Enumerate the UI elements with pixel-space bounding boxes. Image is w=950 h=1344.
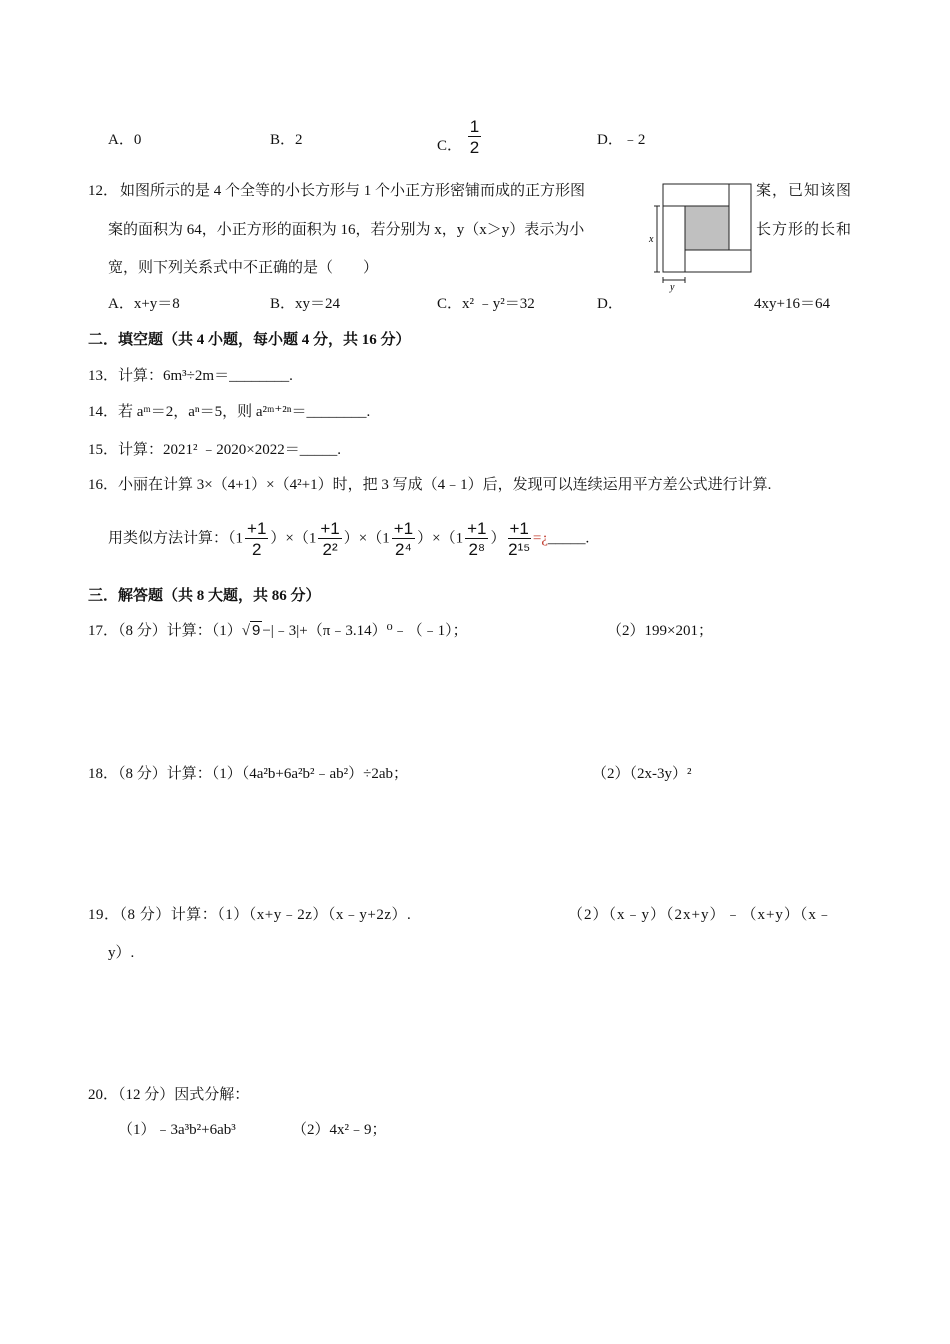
q11-option-b: B．2 [270,132,303,148]
q16-frac-3-num: +1 [393,519,414,538]
q16-frac-5-den: 2¹⁵ [508,540,531,559]
q17-part2: （2）199×201； [607,623,713,639]
q11-option-c-label: C． [437,138,463,155]
q16-close: ） [490,530,506,547]
q20-title: 20．（12 分）因式分解： [88,1087,250,1103]
q12-option-d-value: 4xy+16＝64 [754,296,830,312]
figure-label-x: x [649,234,654,245]
q15-text: 15．计算：2021² ﹣2020×2022＝_____. [88,442,341,458]
q16-times-2: ）×（1 [343,530,390,547]
q11-option-c-num: 1 [469,117,480,136]
q17-prefix: 17．（8 分）计算：（1） [88,623,242,639]
q11-option-c-fraction [468,118,481,156]
section2-title: 二．填空题（共 4 小题，每小题 4 分，共 16 分） [88,332,411,348]
sqrt-sign: √ [241,623,250,639]
q12-line1-right: 案，已知该图 [756,183,853,199]
q16-times-3: ）×（1 [417,530,464,547]
q16-frac-4 [465,520,488,558]
q20-part1: （1）﹣3a³b²+6ab³ [118,1122,236,1138]
q16-frac-2 [318,520,341,558]
q11-option-c [437,118,483,156]
q13-text: 13．计算：6m³÷2m＝________. [88,368,293,384]
q12-option-c: C．x² ﹣y²＝32 [437,296,535,312]
q16-frac-2-num: +1 [320,519,340,538]
q12-figure [646,176,756,294]
q16-frac-1 [245,520,268,558]
q18-part1: 18．（8 分）计算：（1）（4a²b+6a²b²﹣ab²）÷2ab； [88,766,409,782]
q11-option-c-den: 2 [469,138,480,157]
q18-part2: （2）（2x-3y）² [592,766,692,782]
q16-times-1: ）×（1 [270,530,317,547]
q16-frac-3-den: 2⁴ [395,540,412,559]
q16-prefix: 用类似方法计算：（1 [108,530,244,547]
q16-frac-5 [508,520,531,558]
q16-line1: 16．小丽在计算 3×（4+1）×（4²+1）时，把 3 写成（4﹣1）后，发现可以连续运用平方差公式进行计算. [88,477,772,493]
q16-equals: = [532,530,542,547]
q16-frac-1-num: +1 [247,519,267,538]
q12-line2-left: 案的面积为 64，小正方形的面积为 16，若分别为 x，y（x＞y）表示为小 [108,222,585,238]
section3-title: 三．解答题（共 8 大题，共 86 分） [88,588,321,604]
q16-frac-1-den: 2 [251,540,262,559]
q14-text: 14．若 aᵐ＝2，aⁿ＝5，则 a²ᵐ⁺²ⁿ＝________. [88,404,371,420]
q12-option-b: B．xy＝24 [270,296,341,312]
q12-line1-left: 如图所示的是 4 个全等的小长方形与 1 个小正方形密铺而成的正方形图 [120,183,586,199]
q12-option-d: D． [597,296,623,312]
q17-part1 [88,619,468,640]
q16-frac-2-den: 2² [322,540,338,559]
q16-frac-4-num: +1 [467,519,487,538]
q11-option-a: A．0 [108,132,142,148]
q16-line2 [108,520,589,558]
q12-option-a: A．x+y＝8 [108,296,180,312]
q19-part1: 19．（8 分）计算：（1）（x+y﹣2z）（x﹣y+2z）. [88,907,412,923]
q12-line3: 宽，则下列关系式中不正确的是（ ） [108,260,379,276]
q11-option-d: D．﹣2 [597,132,646,148]
q16-glyph: ¿ [541,530,549,547]
q12-number: 12． [88,183,119,199]
q17-rest: −|﹣3|+（π﹣3.14）⁰﹣（﹣1）； [262,623,468,639]
figure-label-y: y [670,282,675,293]
q20-part2: （2）4x²﹣9； [292,1122,387,1138]
small-square [685,206,729,250]
q12-line2-right: 长方形的长和 [756,222,853,238]
q19-part2-cont: y）. [108,945,135,961]
q16-frac-5-num: +1 [509,519,529,538]
q16-tail: _____. [548,530,590,547]
q16-frac-4-den: 2⁸ [468,540,486,559]
q19-part2: （2）（x﹣y）（2x+y）﹣（x+y）（x﹣ [568,907,833,923]
q17-sqrt-radicand: 9 [252,622,261,639]
q16-frac-3 [392,520,415,558]
